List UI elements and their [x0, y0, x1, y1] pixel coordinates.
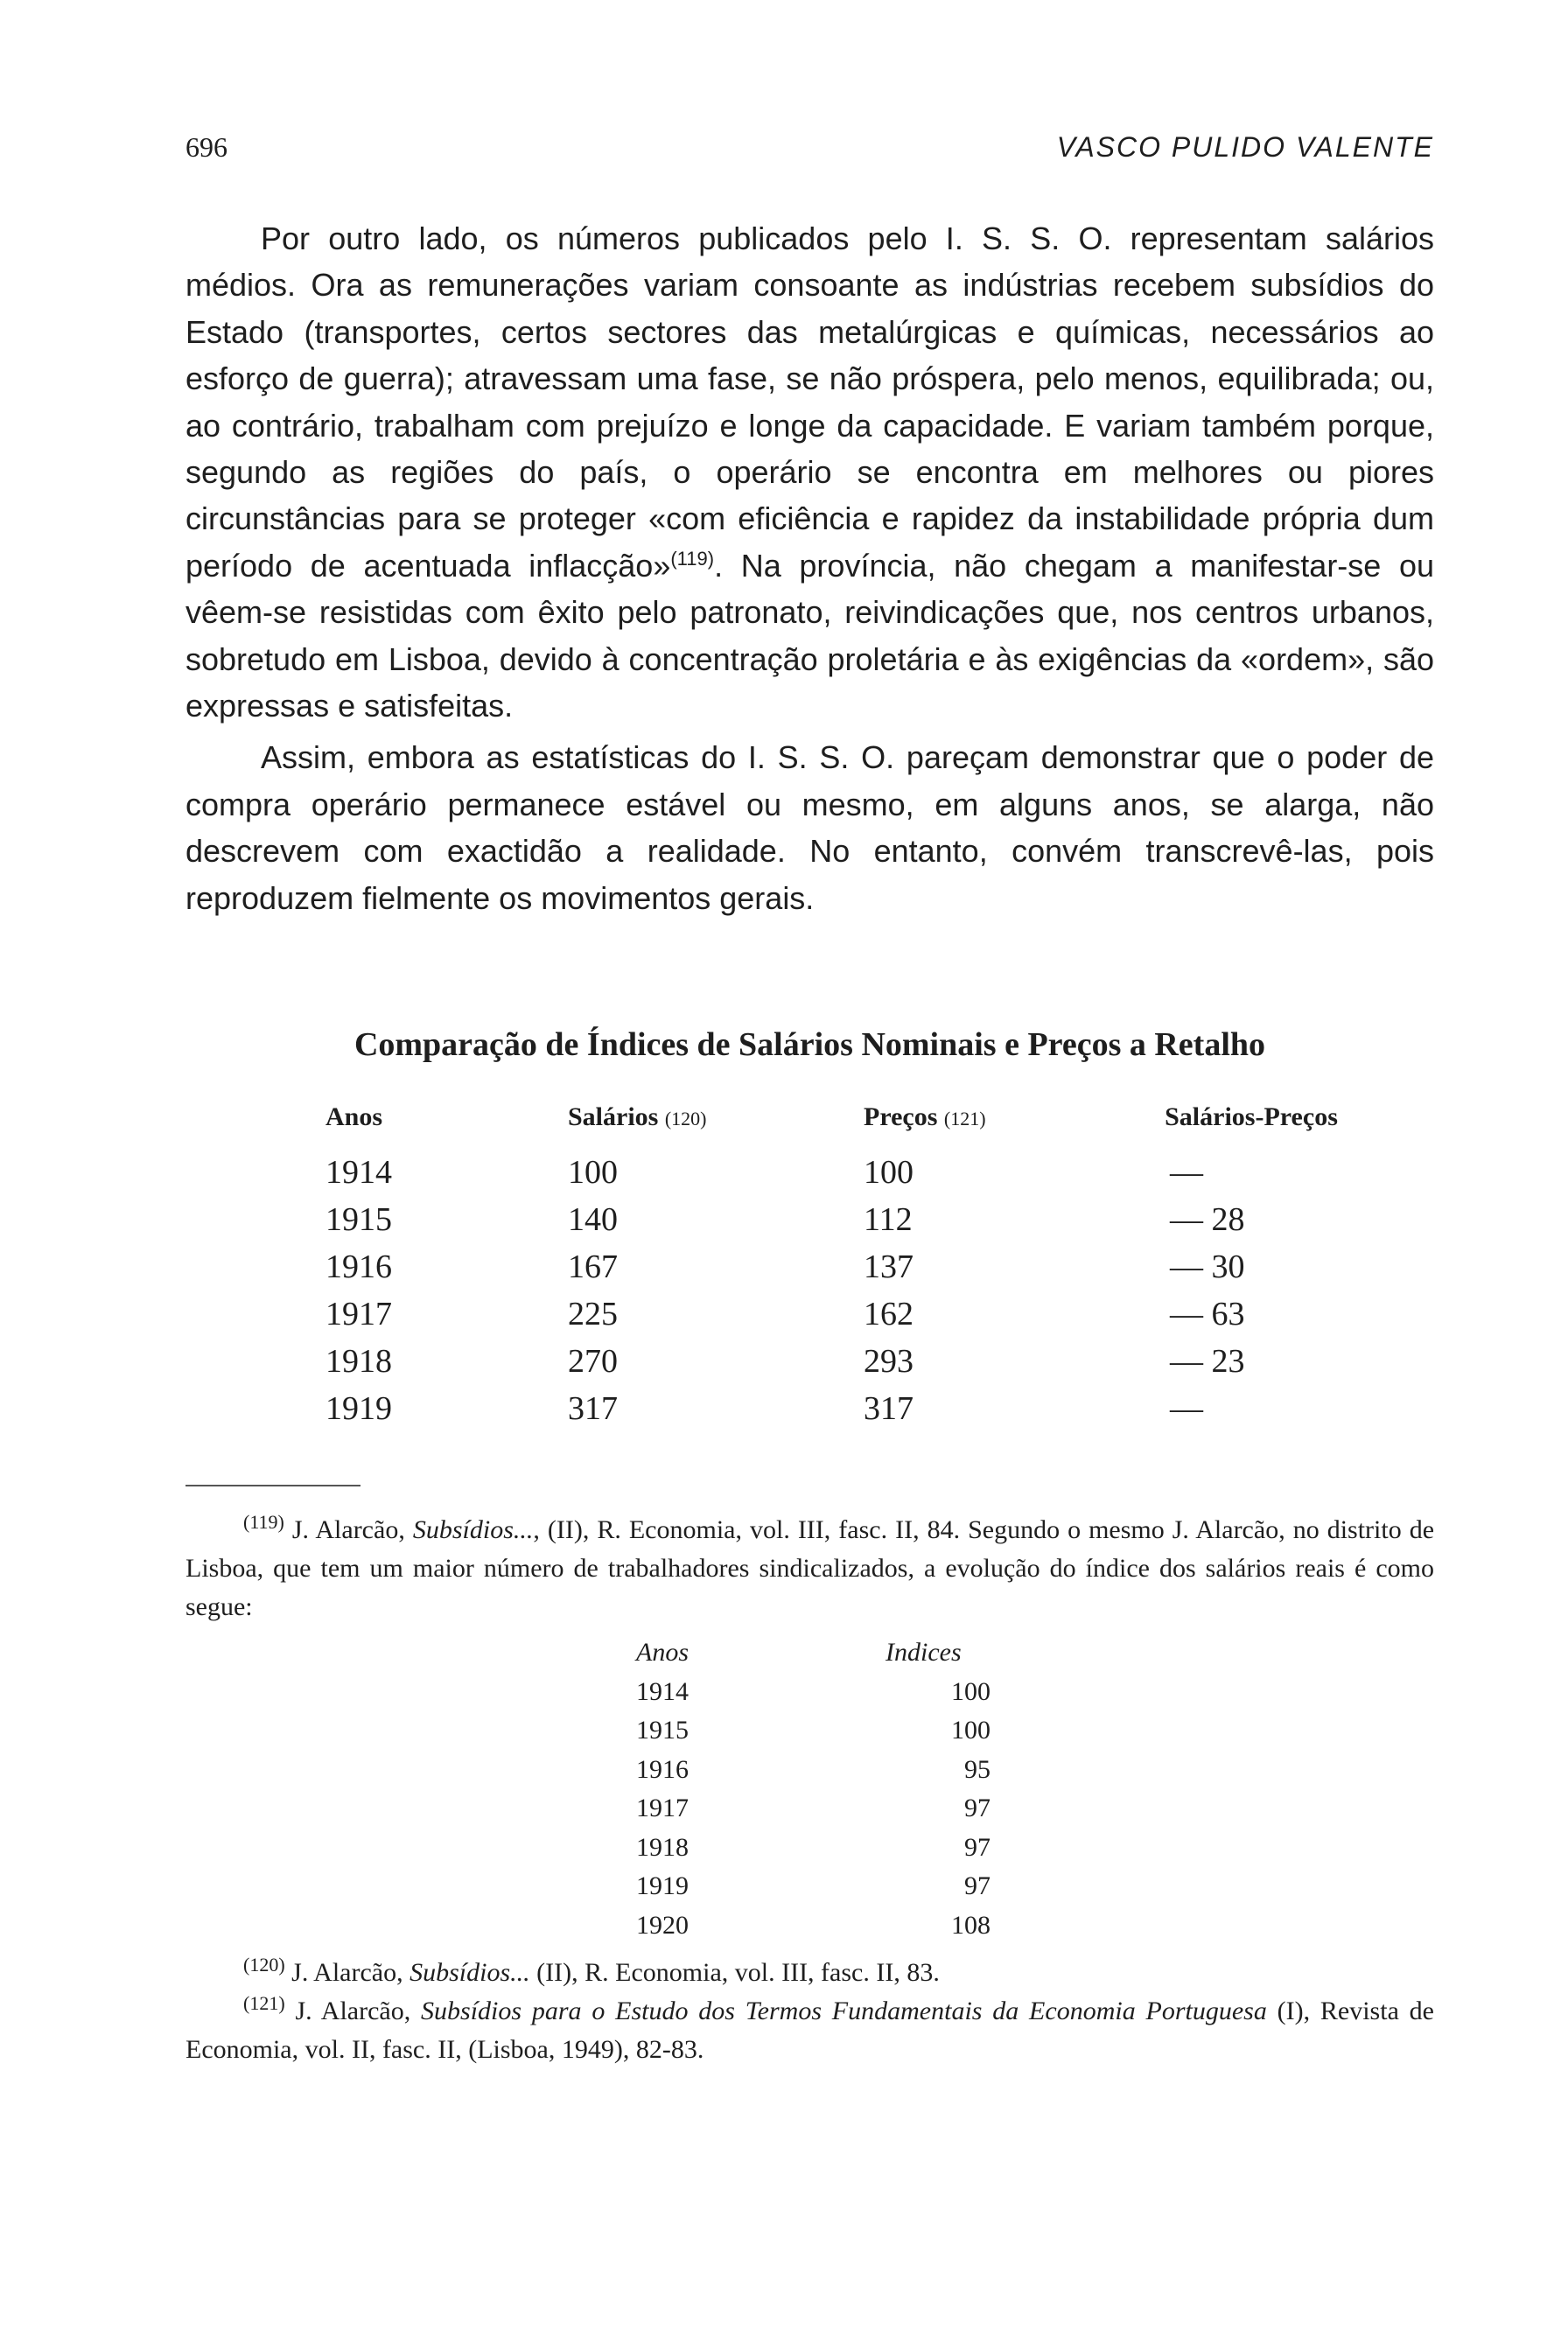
subtable-cell-indice: 97: [964, 1832, 990, 1862]
footnote-120-title: Subsídios...: [410, 1958, 530, 1987]
footnote-121-mark: (121): [243, 1992, 285, 2014]
subtable-cell-ano: 1915: [636, 1716, 689, 1745]
real-wage-subtable: [186, 1633, 1434, 1945]
table-row: [186, 1153, 1434, 1200]
subtable-header-anos: Anos: [636, 1638, 689, 1667]
cell-diferenca: — 30: [1170, 1248, 1245, 1285]
paragraph-1: [186, 215, 1434, 729]
footnote-ref-119: (119): [670, 547, 715, 570]
cell-precos: 162: [864, 1296, 914, 1332]
running-title: VASCO PULIDO VALENTE: [1056, 131, 1434, 163]
cell-precos: 293: [864, 1343, 914, 1380]
header-diferenca: Salários-Preços: [1165, 1102, 1338, 1131]
body-text: [186, 215, 1434, 921]
subtable-cell-indice: 95: [964, 1754, 990, 1784]
header-salarios-ref: (120): [664, 1108, 707, 1130]
paragraph-1-text: Por outro lado, os números publicados pelo I. S. S. O. representam salários médios. Ora as remunerações variam consoante as indústrias recebem subsídios do Estado (transportes, certos sectores das metalúrgicas e químicas, necessários ao esforço de guerra); atravessam uma fase, se não próspera, pelo menos, equilibrada; ou, ao contrário, trabalham com prejuízo e longe da capacidade. E variam também porque, segundo as regiões do país, o operário se encontra em melhores ou piores circunstâncias para se proteger «com eficiência e rapidez da instabilidade própria dum período de acentuada inflacção»: [186, 220, 1434, 584]
subtable-cell-ano: 1918: [636, 1832, 689, 1862]
table-row: [186, 1342, 1434, 1389]
cell-precos: 100: [864, 1154, 914, 1191]
subtable-row: [186, 1711, 1434, 1751]
subtable-cell-indice: 97: [964, 1794, 990, 1822]
subtable-header-row: [186, 1633, 1434, 1673]
subtable-row: [186, 1867, 1434, 1906]
cell-ano: 1916: [326, 1248, 392, 1285]
footnote-rule: [186, 1485, 360, 1486]
cell-precos: 112: [864, 1201, 913, 1238]
header-salarios: [568, 1102, 707, 1132]
table-header-row: [186, 1102, 1434, 1153]
footnote-119-author: J. Alarcão,: [291, 1515, 405, 1544]
cell-salarios: 270: [568, 1343, 618, 1380]
footnote-120-text: (II), R. Economia, vol. III, fasc. II, 83.: [529, 1958, 940, 1987]
cell-diferenca: —: [1170, 1154, 1203, 1191]
header-precos-ref: (121): [943, 1108, 986, 1130]
table-row: [186, 1389, 1434, 1437]
subtable-cell-indice: 108: [951, 1910, 990, 1940]
cell-ano: 1914: [326, 1154, 392, 1191]
footnote-119-mark: (119): [243, 1511, 284, 1533]
cell-diferenca: — 28: [1170, 1201, 1245, 1238]
footnote-119: [186, 1511, 1434, 1626]
cell-salarios: 317: [568, 1390, 618, 1427]
footnote-119-title: Subsídios...: [412, 1515, 534, 1544]
footnote-119-text: , (II), R. Economia, vol. III, fasc. II, 84. Segundo o mesmo J. Alarcão, no distrito de Lisboa, que tem um maior número de trabalhadores sindicalizados, a evolução do índice dos salários reais é como segue:: [186, 1515, 1435, 1621]
subtable-cell-ano: 1920: [636, 1910, 689, 1940]
wage-price-table: [186, 1102, 1434, 1437]
subtable-row: [186, 1906, 1434, 1946]
subtable-row: [186, 1751, 1434, 1790]
subtable-cell-ano: 1919: [636, 1871, 689, 1900]
header-salarios-label: Salários: [568, 1102, 659, 1131]
cell-salarios: 167: [568, 1248, 618, 1285]
subtable-cell-ano: 1914: [636, 1676, 689, 1706]
subtable-cell-indice: 97: [964, 1871, 990, 1900]
cell-salarios: 140: [568, 1201, 618, 1238]
footnote-121: [186, 1992, 1434, 2069]
footnote-121-title: Subsídios para o Estudo dos Termos Fundamentais da Economia Portuguesa: [421, 1997, 1267, 2025]
subtable-cell-indice: 100: [951, 1716, 990, 1745]
cell-ano: 1918: [326, 1343, 392, 1380]
cell-diferenca: — 23: [1170, 1343, 1245, 1380]
paragraph-1-end: . Na província, não chegam a manifestar-se ou vêem-se resistidas com êxito pelo patronato, reivindicações que, nos centros urbanos, sobretudo em Lisboa, devido à concentração proletária e às exigências da «ordem», são expressas e satisfeitas.: [186, 547, 1435, 724]
cell-ano: 1919: [326, 1390, 392, 1427]
footnote-120-mark: (120): [243, 1954, 285, 1976]
footnote-121-author: J. Alarcão,: [295, 1997, 411, 2025]
paragraph-2: Assim, embora as estatísticas do I. S. S. O. pareçam demonstrar que o poder de compra operário permanece estável ou mesmo, em alguns anos, se alarga, não descrevem com exactidão a realidade. No entanto, convém transcrevê-las, pois reproduzem fielmente os movimentos gerais.: [186, 739, 1434, 916]
footnote-121-text: (I), Revista de Economia, vol. II, fasc. II, (Lisboa, 1949), 82-83.: [186, 1997, 1434, 2064]
subtable-body: [186, 1673, 1434, 1946]
page-number: 696: [186, 131, 228, 163]
cell-precos: 317: [864, 1390, 914, 1427]
subtable-header-indices: Indices: [886, 1638, 962, 1667]
table-row: [186, 1295, 1434, 1342]
table-title: Comparação de Índices de Salários Nominais e Preços a Retalho: [354, 1026, 1266, 1063]
footnote-120-author: J. Alarcão,: [291, 1958, 403, 1987]
table-row: [186, 1200, 1434, 1248]
cell-diferenca: — 63: [1170, 1296, 1245, 1332]
table-body: [186, 1153, 1434, 1437]
running-head: [186, 131, 1434, 175]
cell-precos: 137: [864, 1248, 914, 1285]
header-precos-label: Preços: [864, 1102, 938, 1131]
cell-salarios: 100: [568, 1154, 618, 1191]
header-precos: [864, 1102, 986, 1132]
subtable-row: [186, 1673, 1434, 1712]
cell-ano: 1915: [326, 1201, 392, 1238]
cell-diferenca: —: [1170, 1390, 1203, 1427]
cell-salarios: 225: [568, 1296, 618, 1332]
subtable-row: [186, 1829, 1434, 1868]
subtable-cell-indice: 100: [951, 1676, 990, 1706]
cell-ano: 1917: [326, 1296, 392, 1332]
header-anos: Anos: [326, 1102, 383, 1131]
subtable-cell-ano: 1917: [636, 1794, 689, 1822]
footnote-120: [186, 1954, 1434, 1992]
table-row: [186, 1248, 1434, 1295]
footnotes: [186, 1511, 1434, 2069]
subtable-row: [186, 1789, 1434, 1829]
subtable-cell-ano: 1916: [636, 1754, 689, 1784]
